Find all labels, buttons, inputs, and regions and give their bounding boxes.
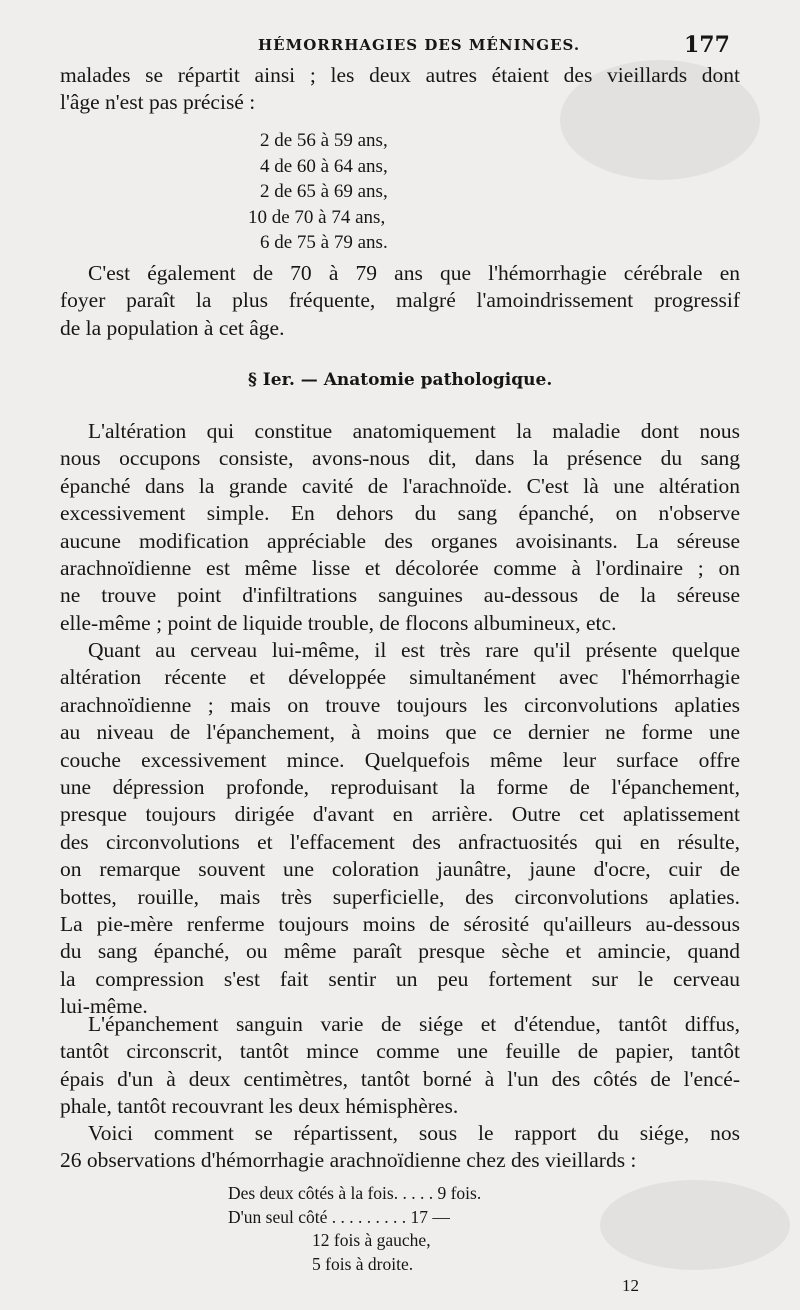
text-line: L'épanchement sanguin varie de siége et d'étendue, tantôt diffus,	[88, 1012, 740, 1036]
text-line: tantôt circonscrit, tantôt mince comme une feuille de papier, tantôt	[60, 1039, 740, 1064]
text-line: phale, tantôt recouvrant les deux hémisphères.	[60, 1094, 459, 1119]
age-group-item: 2 de 56 à 59 ans,	[260, 130, 388, 151]
text-line: nous occupons consiste, avons-nous dit, dans la présence du sang	[60, 446, 740, 471]
text-line: du sang épanché, ou même paraît presque sèche et amincie, quand	[60, 939, 740, 964]
text-line: foyer paraît la plus fréquente, malgré l'amoindrissement progressif	[60, 288, 740, 313]
text-line: arachnoïdienne ; mais on trouve toujours les circonvolutions aplaties	[60, 692, 740, 717]
text-line: on remarque souvent une coloration jaunâtre, jaune d'ocre, cuir de	[60, 857, 740, 882]
tally-item: Des deux côtés à la fois. . . . . 9 fois.	[228, 1183, 482, 1203]
tally-item: 5 fois à droite.	[312, 1253, 414, 1274]
intro-paragraph	[60, 62, 740, 117]
page-number: 177	[684, 32, 730, 58]
text-line: La pie-mère renferme toujours moins de sérosité qu'ailleurs au-dessous	[60, 912, 740, 937]
text-line: ne trouve point d'infiltrations sanguines au-dessous de la séreuse	[60, 583, 740, 608]
text-line: épanché dans la grande cavité de l'arachnoïde. C'est là une altération	[60, 473, 740, 498]
text-line: une dépression profonde, reproduisant la forme de l'épanchement,	[60, 775, 740, 800]
text-line: la compression s'est fait sentir un peu fortement sur le cerveau	[60, 966, 740, 991]
bleed-through-stain	[600, 1180, 790, 1270]
alteration-paragraph	[60, 418, 740, 637]
text-line: excessivement simple. En dehors du sang épanché, on n'observe	[60, 501, 740, 526]
text-line: arachnoïdienne est même lisse et décolorée comme à l'ordinaire ; on	[60, 556, 740, 581]
tally-item: 12 fois à gauche,	[312, 1230, 431, 1250]
age-group-item: 2 de 65 à 69 ans,	[260, 181, 388, 203]
age-group-item: 4 de 60 à 64 ans,	[260, 155, 388, 177]
running-title: HÉMORRHAGIES DES MÉNINGES.	[258, 36, 581, 54]
text-line: aucune modification appréciable des organes avoisinants. La séreuse	[60, 528, 740, 553]
section-heading: § Ier. — Anatomie pathologique.	[248, 370, 553, 390]
text-line: au niveau de l'épanchement, à moins que ce dernier ne forme une	[60, 720, 740, 745]
age-group-item: 6 de 75 à 79 ans.	[260, 232, 388, 254]
running-head	[0, 30, 800, 60]
text-line: altération récente et développée simultanément avec l'hémorrhagie	[60, 665, 740, 690]
text-line: Voici comment se répartissent, sous le rapport du siége, nos	[88, 1121, 740, 1145]
frequency-paragraph	[60, 260, 740, 342]
text-line: L'altération qui constitue anatomiquement la maladie dont nous	[88, 419, 740, 443]
text-line: lui-même.	[60, 994, 148, 1019]
text-line: presque toujours dirigée d'avant en arrière. Outre cet aplatissement	[60, 802, 740, 827]
site-tally-list	[228, 1182, 481, 1276]
age-group-item: 10 de 70 à 74 ans,	[248, 206, 386, 228]
text-line: des circonvolutions et l'effacement des anfractuosités qui en résulte,	[60, 829, 740, 854]
text-line: C'est également de 70 à 79 ans que l'hémorrhagie cérébrale en	[88, 261, 740, 285]
repartition-paragraph	[60, 1120, 740, 1175]
text-line: 26 observations d'hémorrhagie arachnoïdienne chez des vieillards :	[60, 1148, 637, 1173]
age-distribution-list	[244, 128, 388, 256]
text-line: l'âge n'est pas précisé :	[60, 90, 256, 115]
text-line: de la population à cet âge.	[60, 315, 285, 340]
text-line: Quant au cerveau lui-même, il est très rare qu'il présente quelque	[88, 638, 740, 662]
signature-mark: 12	[622, 1276, 639, 1295]
text-line: malades se répartit ainsi ; les deux autres étaient des vieillards dont	[60, 63, 740, 87]
text-line: couche excessivement mince. Quelquefois même leur surface offre	[60, 747, 740, 772]
text-line: épais d'un à deux centimètres, tantôt borné à l'un des côtés de l'encé-	[60, 1066, 740, 1091]
text-line: bottes, rouille, mais très superficielle, des circonvolutions aplaties.	[60, 884, 740, 909]
epanchement-paragraph	[60, 1011, 740, 1121]
tally-item: D'un seul côté . . . . . . . . . 17 —	[228, 1206, 450, 1227]
text-line: elle-même ; point de liquide trouble, de flocons albumineux, etc.	[60, 610, 617, 635]
cerveau-paragraph	[60, 637, 740, 1021]
